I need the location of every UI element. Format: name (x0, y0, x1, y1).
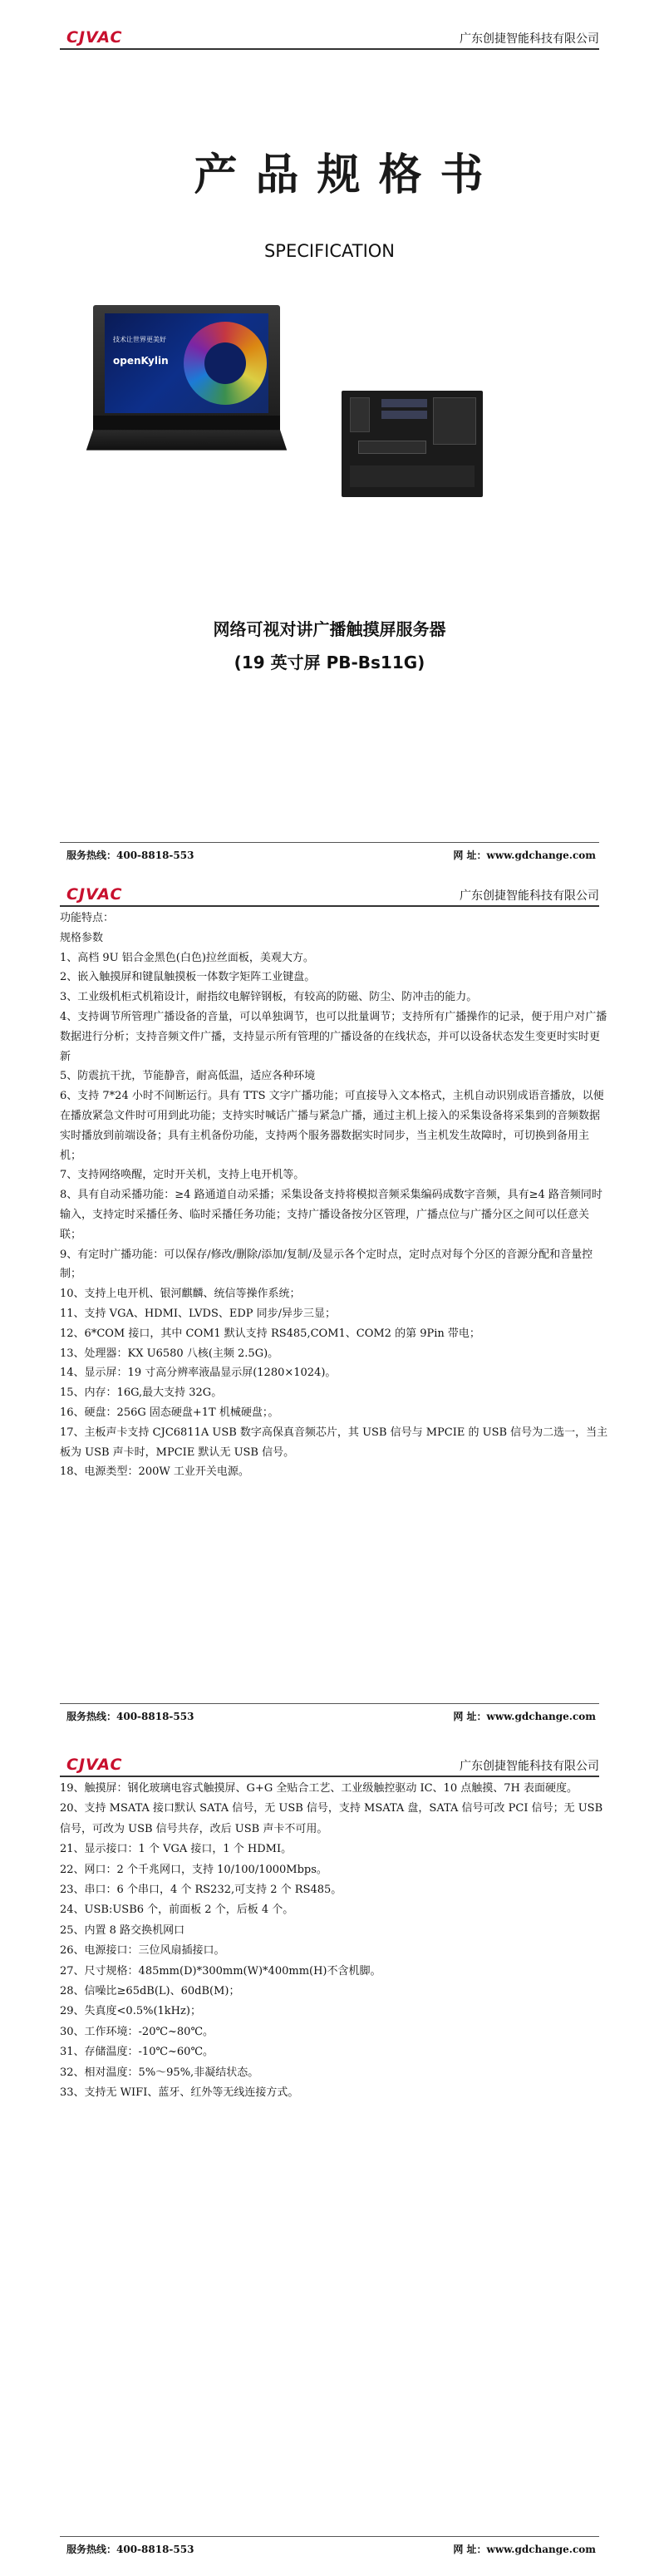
product-model: (19 英寸屏 PB-Bs11G) (234, 653, 425, 672)
doc-subtitle: SPECIFICATION (263, 241, 396, 261)
spec-line: 14、显示屏：19 寸高分辨率液晶显示屏(1280×1024)。 (60, 1367, 337, 1380)
spec-line: 9、有定时广播功能：可以保存/修改/删除/添加/复制/及显示各个定时点，定时点对每个分区的音源分配和音量控制； (60, 1248, 593, 1281)
brand-logo: CJVAC (66, 885, 123, 904)
spec-line: 32、相对温度：5%～95%,非凝结状态。 (60, 2066, 259, 2079)
spec-line: 23、串口：6 个串口，4 个 RS232,可支持 2 个 RS485。 (60, 1884, 342, 1897)
page-cover (0, 0, 659, 864)
product-name: 网络可视对讲广播触摸屏服务器 (213, 619, 446, 639)
page-specs-1 (0, 867, 659, 1733)
spec-line: 24、USB:USB6 个，前面板 2 个，后板 4 个。 (60, 1904, 294, 1917)
footer-hotline: 服务热线：400-8818-553 (66, 850, 194, 861)
footer-hotline: 服务热线：400-8818-553 (66, 2544, 194, 2555)
brand-logo: CJVAC (66, 28, 123, 47)
spec-line: 13、处理器：KX U6580 八核(主频 2.5G)。 (60, 1347, 279, 1360)
spec-line: 19、触摸屏：钢化玻璃电容式触摸屏、G+G 全贴合工艺、工业级触控驱动 IC、10 点触摸、7H 表面硬度。 (60, 1782, 578, 1795)
spec-line: 26、电源接口：三位风扇插接口。 (60, 1944, 225, 1958)
footer-hotline: 服务热线：400-8818-553 (66, 1711, 194, 1722)
spec-line: 20、支持 MSATA 接口默认 SATA 信号，无 USB 信号，支持 MSATA 盘，SATA 信号可改 PCI 信号；无 USB 信号，可改为 USB 信号共存，改后 USB 声卡不可用。 (60, 1802, 603, 1835)
footer-website[interactable]: 网 址：www.gdchange.com (453, 2544, 596, 2555)
spec-line: 27、尺寸规格：485mm(D)*300mm(W)*400mm(H)不含机脚。 (60, 1964, 381, 1978)
screen-slogan: 技术让世界更美好 (113, 336, 166, 343)
footer-website[interactable]: 网 址：www.gdchange.com (453, 850, 596, 861)
page-footer (60, 2536, 599, 2557)
spec-line: 12、6*COM 接口，其中 COM1 默认支持 RS485,COM1、COM2 的第 9Pin 带电； (60, 1327, 480, 1340)
company-name: 广东创捷智能科技有限公司 (460, 1760, 599, 1773)
spec-line: 1、高档 9U 铝合金黑色(白色)拉丝面板，美观大方。 (60, 951, 314, 964)
spec-line: 10、支持上电开机、银河麒麟、统信等操作系统； (60, 1288, 301, 1301)
spec-line: 33、支持无 WIFI、蓝牙、红外等无线连接方式。 (60, 2086, 299, 2100)
brand-logo: CJVAC (66, 1756, 123, 1774)
doc-title: 产品规格书 (194, 150, 502, 200)
page-footer (60, 1703, 599, 1724)
spec-line: 18、电源类型：200W 工业开关电源。 (60, 1465, 249, 1479)
spec-line: 29、失真度<0.5%(1kHz)； (60, 2005, 201, 2018)
spec-line: 6、支持 7*24 小时不间断运行。具有 TTS 文字广播功能；可直接导入文本格式，主机自动识别成语音播放，以便在播放紧急文件时可用到此功能；支持实时喊话广播与紧急广播，通过主机上接入的采集设备将采集到的音频数据实时播放到前端设备；具有主机备份功能，支持两个服务器数据实时同步，当主机发生故障时，可切换到备用主机； (60, 1090, 604, 1162)
page-header (60, 882, 599, 907)
spec-line: 17、主板声卡支持 CJC6811A USB 数字高保真音频芯片，其 USB 信号与 MPCIE 的 USB 信号为二选一，当主板为 USB 声卡时，MPCIE 默认无 USB 信号。 (60, 1426, 608, 1459)
spec-line: 28、信噪比≥65dB(L)、60dB(M)； (60, 1985, 240, 1998)
spec-line: 8、具有自动采播功能：≥4 路通道自动采播；采集设备支持将模拟音频采集编码成数字音频，具有≥4 路音频同时输入，支持定时采播任务、临时采播任务功能；支持广播设备按分区管理，广播点位与广播分区之间可以任意关联； (60, 1189, 602, 1241)
product-front-image (93, 305, 280, 453)
spec-list-2 (60, 1779, 608, 2104)
spec-line: 11、支持 VGA、HDMI、LVDS、EDP 同步/异步三显； (60, 1307, 337, 1320)
page-footer (60, 842, 599, 863)
page-header (60, 25, 599, 50)
spec-line: 16、硬盘：256G 固态硬盘+1T 机械硬盘；。 (60, 1406, 279, 1419)
spec-line: 7、支持网络唤醒，定时开关机，支持上电开机等。 (60, 1169, 305, 1182)
spec-line: 21、显示接口：1 个 VGA 接口，1 个 HDMI。 (60, 1843, 293, 1856)
spec-line: 2、嵌入触摸屏和键鼠触摸板一体数字矩阵工业键盘。 (60, 971, 316, 984)
spec-line: 规格参数 (60, 931, 104, 944)
spec-list-1 (60, 909, 608, 1482)
page-specs-2 (0, 1736, 659, 2576)
spec-line: 30、工作环境：-20℃~80℃。 (60, 2025, 214, 2038)
spec-line: 4、支持调节所管理广播设备的音量，可以单独调节，也可以批量调节；支持所有广播操作的记录，便于用户对广播数据进行分析；支持音频文件广播，支持显示所有管理的广播设备的在线状态，并可以设备状态发生变更时实时更新 (60, 1010, 607, 1063)
keyboard (86, 430, 287, 450)
company-name: 广东创捷智能科技有限公司 (460, 32, 599, 46)
spec-line: 3、工业级机柜式机箱设计，耐指纹电解锌钢板，有较高的防磁、防尘、防冲击的能力。 (60, 991, 478, 1004)
footer-website[interactable]: 网 址：www.gdchange.com (453, 1711, 596, 1722)
spec-line: 22、网口：2 个千兆网口，支持 10/100/1000Mbps。 (60, 1863, 327, 1876)
spec-line: 功能特点： (60, 912, 115, 924)
spec-line: 31、存储温度：-10℃~60℃。 (60, 2046, 214, 2059)
product-rear-image (342, 391, 483, 497)
company-name: 广东创捷智能科技有限公司 (460, 889, 599, 903)
screen-brand: openKylin (113, 355, 169, 367)
spec-line: 25、内置 8 路交换机网口 (60, 1923, 185, 1937)
page-header (60, 1752, 599, 1777)
spec-line: 15、内存：16G,最大支持 32G。 (60, 1387, 223, 1400)
spec-line: 5、防震抗干扰，节能静音，耐高低温，适应各种环境 (60, 1070, 316, 1083)
